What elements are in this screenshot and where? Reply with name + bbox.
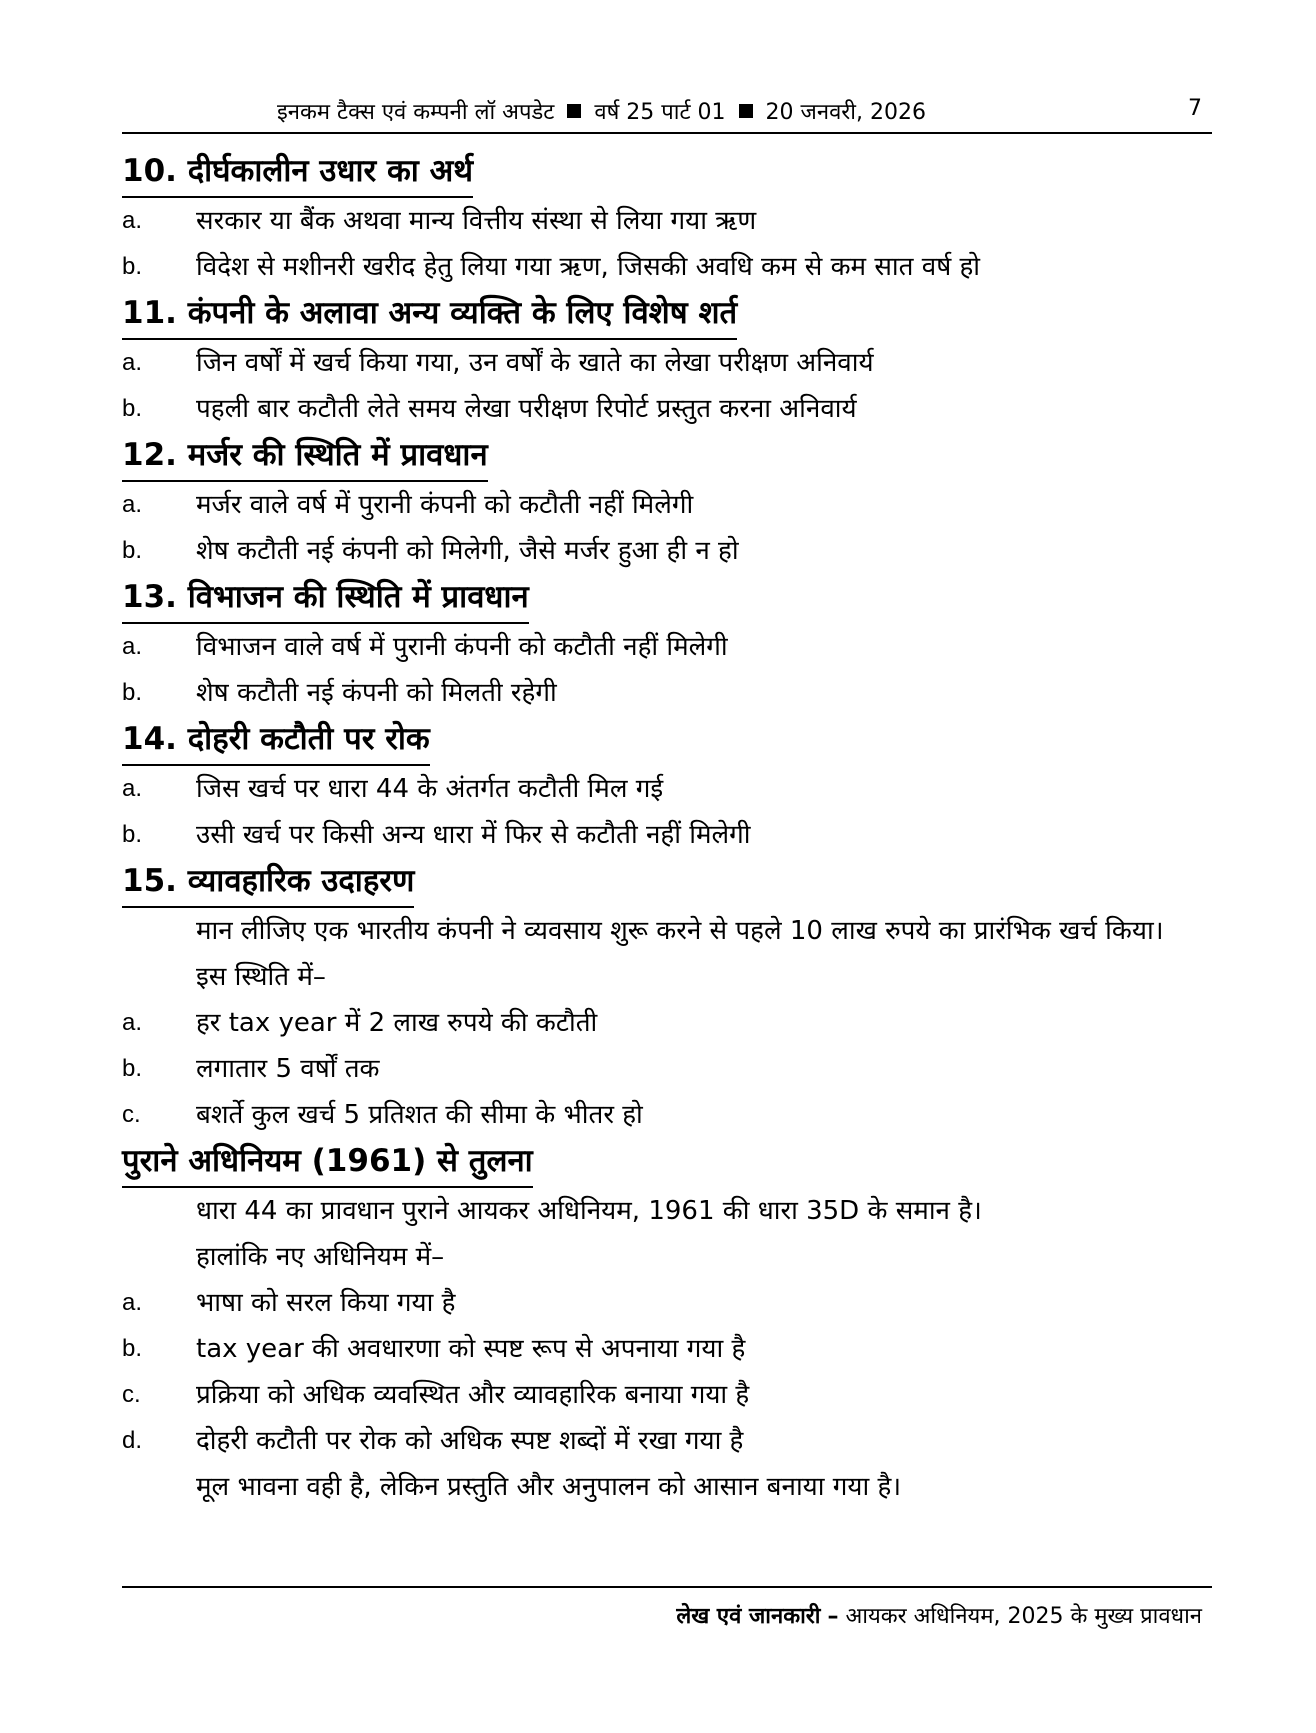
example-paragraph: मान लीजिए एक भारतीय कंपनी ने व्यवसाय शुरू करने से पहले 10 लाख रुपये का प्रारंभिक खर्च किया।	[196, 916, 1164, 946]
item-text: विदेश से मशीनरी खरीद हेतु लिया गया ऋण, जिसकी अवधि कम से कम सात वर्ष हो	[196, 252, 981, 282]
section-non-company-conditions	[122, 292, 1212, 432]
section-double-deduction	[122, 718, 1212, 858]
section-heading: पुराने अधिनियम (1961) से तुलना	[122, 1140, 533, 1188]
item-label: a.	[122, 207, 143, 234]
section-merger	[122, 434, 1212, 574]
list-item	[122, 1092, 1212, 1138]
page-header	[122, 92, 1212, 134]
item-label: b.	[122, 395, 143, 422]
example-intro: इस स्थिति में–	[196, 962, 326, 992]
section-heading: 15. व्यावहारिक उदाहरण	[122, 860, 414, 908]
list-item	[122, 482, 1212, 528]
item-text: बशर्ते कुल खर्च 5 प्रतिशत की सीमा के भीतर हो	[196, 1100, 643, 1130]
list-item	[122, 1326, 1212, 1372]
list-item	[122, 340, 1212, 386]
section-long-term-borrowing	[122, 150, 1212, 290]
item-label: a.	[122, 1009, 143, 1036]
item-text: मर्जर वाले वर्ष में पुरानी कंपनी को कटौती नहीं मिलेगी	[196, 490, 694, 520]
section-heading: 10. दीर्घकालीन उधार का अर्थ	[122, 150, 473, 198]
item-label: b.	[122, 537, 143, 564]
item-label: c.	[122, 1101, 141, 1128]
section-comparison	[122, 1140, 1212, 1510]
list-item	[122, 386, 1212, 432]
item-text: सरकार या बैंक अथवा मान्य वित्तीय संस्था से लिया गया ऋण	[196, 206, 757, 236]
issue-date: 20 जनवरी, 2026	[765, 100, 926, 125]
item-label: b.	[122, 1055, 143, 1082]
list-item	[122, 1418, 1212, 1464]
item-text: जिन वर्षों में खर्च किया गया, उन वर्षों के खाते का लेखा परीक्षण अनिवार्य	[196, 348, 874, 378]
item-label: b.	[122, 679, 143, 706]
list-item	[122, 624, 1212, 670]
list-item	[122, 670, 1212, 716]
item-text: लगातार 5 वर्षों तक	[196, 1054, 380, 1084]
item-label: b.	[122, 1335, 143, 1362]
list-item	[122, 528, 1212, 574]
list-item	[122, 198, 1212, 244]
section-practical-example	[122, 860, 1212, 1138]
journal-title: इनकम टैक्स एवं कम्पनी लॉ अपडेट	[277, 100, 555, 125]
item-text: शेष कटौती नई कंपनी को मिलती रहेगी	[196, 678, 557, 708]
footer-separator: –	[827, 1604, 839, 1629]
item-text: दोहरी कटौती पर रोक को अधिक स्पष्ट शब्दों में रखा गया है	[196, 1426, 744, 1456]
item-label: c.	[122, 1381, 141, 1408]
article-body	[122, 150, 1212, 1512]
item-label: d.	[122, 1427, 143, 1454]
list-item	[122, 244, 1212, 290]
section-heading: 12. मर्जर की स्थिति में प्रावधान	[122, 434, 488, 482]
section-heading: 11. कंपनी के अलावा अन्य व्यक्ति के लिए विशेष शर्त	[122, 292, 737, 340]
item-text: विभाजन वाले वर्ष में पुरानी कंपनी को कटौती नहीं मिलेगी	[196, 632, 728, 662]
page-footer	[122, 1586, 1212, 1629]
item-label: a.	[122, 775, 143, 802]
footer-category: लेख एवं जानकारी	[676, 1604, 821, 1629]
comparison-line: धारा 44 का प्रावधान पुराने आयकर अधिनियम, 1961 की धारा 35D के समान है।	[196, 1196, 982, 1226]
list-item	[122, 766, 1212, 812]
list-item	[122, 1372, 1212, 1418]
volume-info: वर्ष 25 पार्ट 01	[594, 100, 726, 125]
list-item	[122, 812, 1212, 858]
section-heading: 13. विभाजन की स्थिति में प्रावधान	[122, 576, 529, 624]
closing-line: मूल भावना वही है, लेकिन प्रस्तुति और अनुपालन को आसान बनाया गया है।	[196, 1472, 902, 1502]
item-label: b.	[122, 253, 143, 280]
item-label: a.	[122, 633, 143, 660]
list-item	[122, 1000, 1212, 1046]
square-bullet-icon	[739, 104, 753, 118]
item-label: a.	[122, 491, 143, 518]
item-text: प्रक्रिया को अधिक व्यवस्थित और व्यावहारिक बनाया गया है	[196, 1380, 750, 1410]
item-label: a.	[122, 349, 143, 376]
item-text: जिस खर्च पर धारा 44 के अंतर्गत कटौती मिल गई	[196, 774, 664, 804]
item-text: tax year की अवधारणा को स्पष्ट रूप से अपनाया गया है	[196, 1334, 746, 1364]
item-label: b.	[122, 821, 143, 848]
item-text: हर tax year में 2 लाख रुपये की कटौती	[196, 1008, 598, 1038]
item-text: पहली बार कटौती लेते समय लेखा परीक्षण रिपोर्ट प्रस्तुत करना अनिवार्य	[196, 394, 857, 424]
section-demerger	[122, 576, 1212, 716]
header-text	[277, 96, 926, 126]
square-bullet-icon	[567, 104, 581, 118]
footer-title: आयकर अधिनियम, 2025 के मुख्य प्रावधान	[845, 1604, 1202, 1629]
item-text: शेष कटौती नई कंपनी को मिलेगी, जैसे मर्जर हुआ ही न हो	[196, 536, 739, 566]
comparison-line: हालांकि नए अधिनियम में–	[196, 1242, 445, 1272]
page-number: 7	[1188, 96, 1202, 121]
item-text: उसी खर्च पर किसी अन्य धारा में फिर से कटौती नहीं मिलेगी	[196, 820, 751, 850]
item-text: भाषा को सरल किया गया है	[196, 1288, 456, 1318]
list-item	[122, 1046, 1212, 1092]
item-label: a.	[122, 1289, 143, 1316]
list-item	[122, 1280, 1212, 1326]
footer-text	[676, 1600, 1202, 1630]
section-heading: 14. दोहरी कटौती पर रोक	[122, 718, 430, 766]
